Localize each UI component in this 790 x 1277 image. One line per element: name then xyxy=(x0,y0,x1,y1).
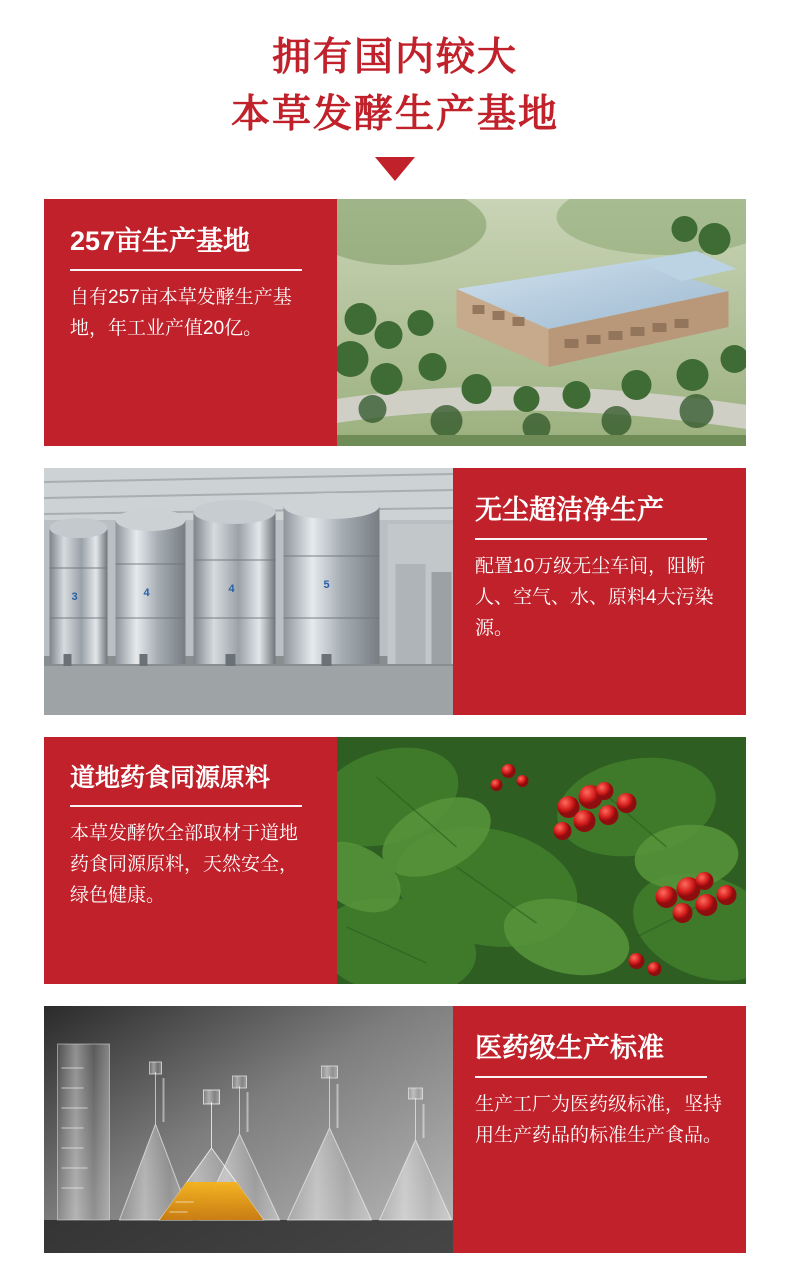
page-title-line1: 拥有国内较大 xyxy=(271,36,518,79)
feature-card-desc: 配置10万级无尘车间，阻断人、空气、水、原料4大污染源。 xyxy=(475,556,714,640)
page-title xyxy=(0,30,790,143)
red-berry-plant-illustration xyxy=(337,737,746,984)
aerial-factory-photo xyxy=(337,199,746,446)
feature-card xyxy=(44,199,746,446)
arrow-down-icon xyxy=(375,157,415,181)
svg-text:3: 3 xyxy=(71,591,78,604)
feature-card xyxy=(44,1006,746,1253)
feature-card-title: 医药级生产标准 xyxy=(475,1033,664,1064)
svg-text:4: 4 xyxy=(228,583,235,596)
feature-card-text xyxy=(44,737,337,984)
page-header xyxy=(0,0,790,181)
red-berry-plant-photo xyxy=(337,737,746,984)
arrow-container xyxy=(0,157,790,181)
feature-card-text xyxy=(44,199,337,446)
feature-card xyxy=(44,468,746,715)
divider xyxy=(70,269,302,271)
page-title-line2: 本草发酵生产基地 xyxy=(230,92,559,136)
svg-text:4: 4 xyxy=(143,587,150,600)
divider xyxy=(70,805,302,807)
divider xyxy=(475,1076,707,1078)
divider xyxy=(475,538,707,540)
feature-card-desc: 生产工厂为医药级标准，坚持用生产药品的标准生产食品。 xyxy=(475,1094,723,1147)
laboratory-flasks-photo xyxy=(44,1006,453,1253)
aerial-factory-illustration xyxy=(337,199,746,446)
feature-card-title: 无尘超洁净生产 xyxy=(475,495,664,526)
feature-card-desc: 本草发酵饮全部取材于道地药食同源原料，天然安全，绿色健康。 xyxy=(70,823,299,906)
feature-card-desc: 自有257亩本草发酵生产基地，年工业产值20亿。 xyxy=(70,287,292,340)
laboratory-flasks-illustration xyxy=(44,1006,453,1253)
svg-text:5: 5 xyxy=(323,579,330,592)
feature-card-text xyxy=(453,468,746,715)
fermentation-tanks-illustration xyxy=(44,468,453,715)
feature-card xyxy=(44,737,746,984)
feature-card-text xyxy=(453,1006,746,1253)
feature-card-title: 道地药食同源原料 xyxy=(70,764,271,793)
fermentation-tanks-photo xyxy=(44,468,453,715)
feature-card-title: 257亩生产基地 xyxy=(70,226,251,257)
